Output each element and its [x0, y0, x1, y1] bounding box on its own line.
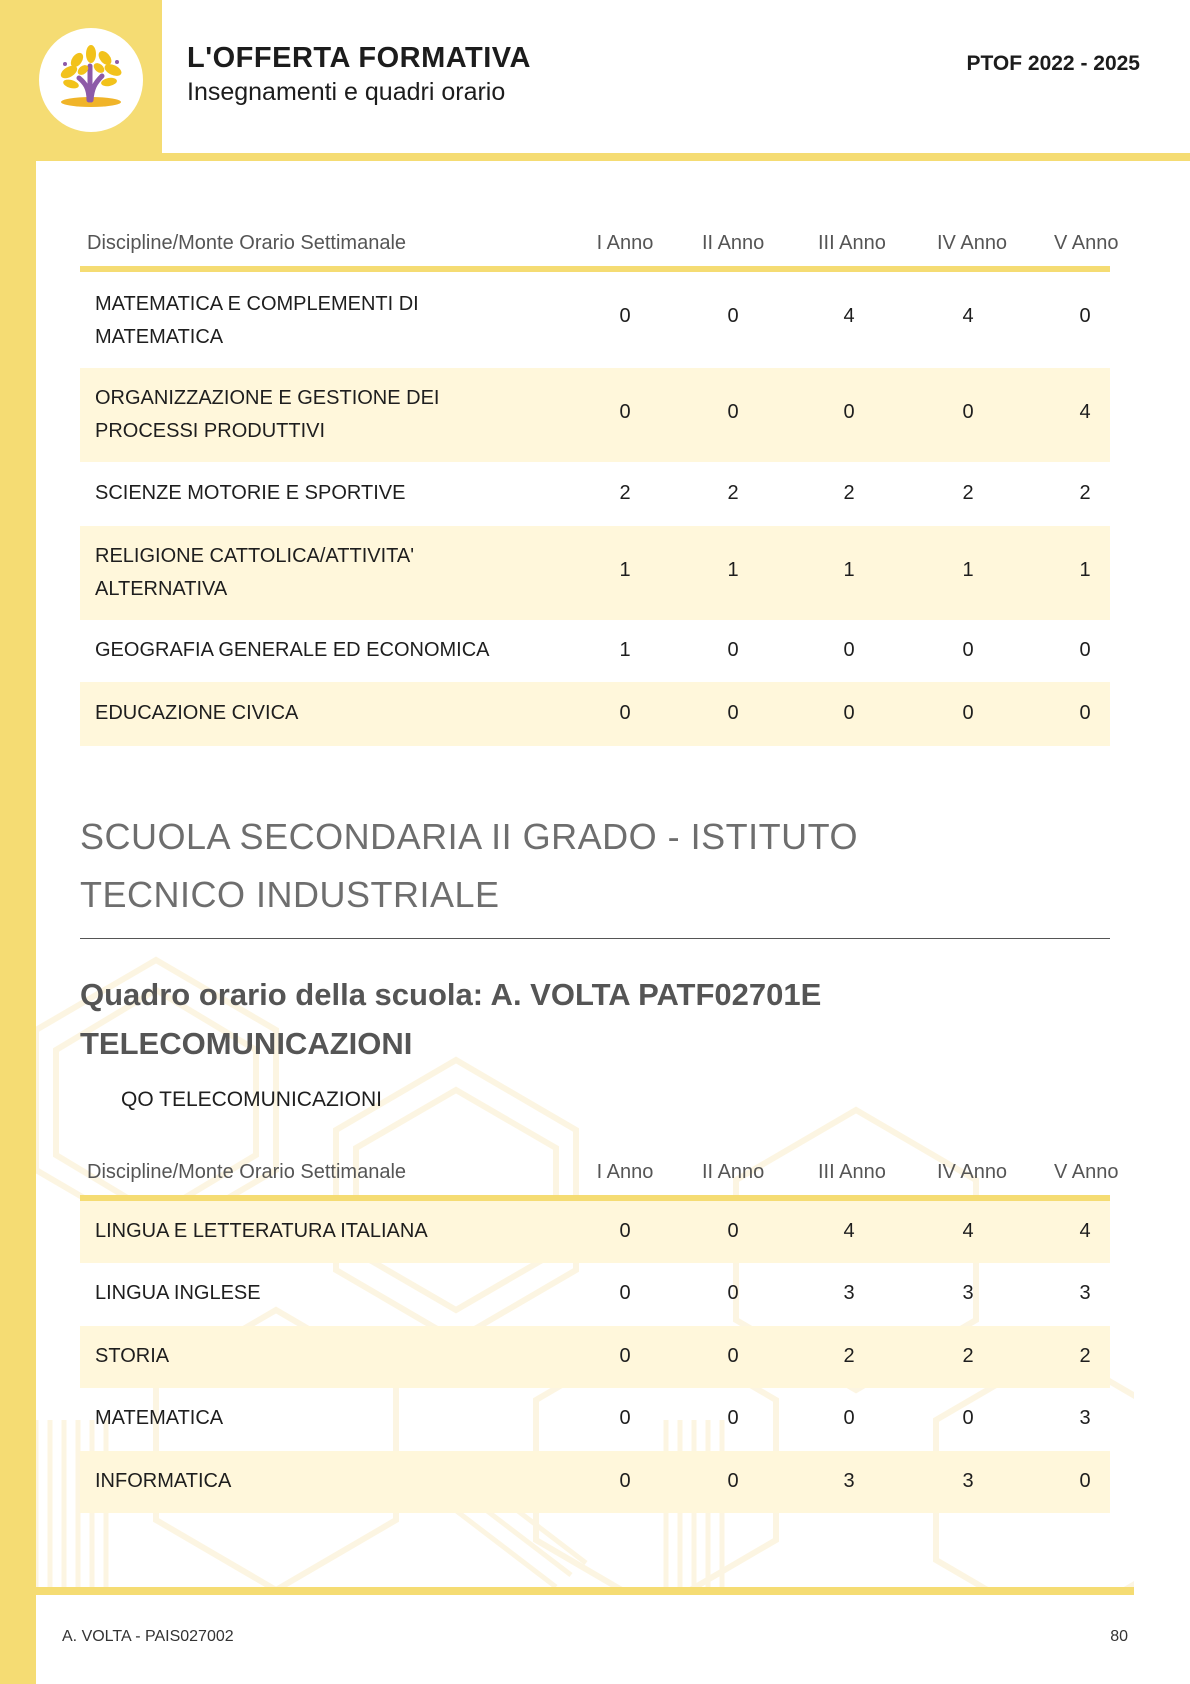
hours-year-5: 1 [1079, 559, 1091, 581]
col-header-year-2: II Anno [702, 232, 765, 254]
discipline-name: RELIGIONE CATTOLICA/ATTIVITA' ALTERNATIVA [95, 545, 415, 600]
hours-year-4: 2 [962, 1345, 974, 1367]
table-row [80, 526, 1110, 620]
hours-year-3: 0 [843, 639, 855, 661]
table-row [80, 368, 1110, 462]
hours-year-2: 0 [727, 1470, 739, 1492]
timetable-1 [80, 214, 1119, 746]
hours-year-3: 2 [843, 482, 855, 504]
hours-year-4: 0 [962, 401, 974, 423]
hours-year-4: 4 [962, 1220, 974, 1242]
table-row [80, 1451, 1110, 1513]
hours-year-3: 4 [843, 305, 855, 327]
col-header-discipline: Discipline/Monte Orario Settimanale [87, 1161, 407, 1183]
hours-year-1: 0 [619, 1345, 631, 1367]
hours-year-5: 3 [1079, 1407, 1091, 1429]
table-row [80, 1388, 1110, 1451]
section-divider [80, 938, 1110, 939]
footer-divider [36, 1587, 1134, 1595]
hours-year-2: 0 [727, 702, 739, 724]
hours-year-3: 0 [843, 1407, 855, 1429]
hours-year-1: 0 [619, 401, 631, 423]
table-row [80, 682, 1110, 746]
hours-year-2: 1 [727, 559, 739, 581]
table-row [80, 1263, 1110, 1326]
col-header-year-3: III Anno [818, 1161, 886, 1183]
hours-year-3: 0 [843, 401, 855, 423]
hours-year-4: 0 [962, 1407, 974, 1429]
col-header-year-1: I Anno [596, 1161, 654, 1183]
page-title: L'OFFERTA FORMATIVA [187, 42, 531, 74]
header-divider [36, 153, 1190, 161]
discipline-name: SCIENZE MOTORIE E SPORTIVE [95, 482, 406, 504]
timetable-2 [80, 1143, 1119, 1513]
hours-year-4: 3 [962, 1470, 974, 1492]
hours-year-2: 0 [727, 1282, 739, 1304]
hours-year-4: 0 [962, 639, 974, 661]
hours-year-5: 0 [1079, 305, 1091, 327]
school-logo [39, 28, 143, 132]
hours-year-5: 2 [1079, 1345, 1091, 1367]
col-header-year-3: III Anno [818, 232, 886, 254]
hours-year-5: 0 [1079, 639, 1091, 661]
hours-year-2: 2 [727, 482, 739, 504]
discipline-name: INFORMATICA [95, 1470, 232, 1492]
hours-year-4: 3 [962, 1282, 974, 1304]
page-subtitle: Insegnamenti e quadri orario [187, 78, 506, 106]
hours-year-3: 3 [843, 1470, 855, 1492]
hours-year-3: 3 [843, 1282, 855, 1304]
discipline-name: EDUCAZIONE CIVICA [95, 702, 299, 724]
hours-year-1: 0 [619, 1282, 631, 1304]
hours-year-2: 0 [727, 1345, 739, 1367]
hours-year-5: 3 [1079, 1282, 1091, 1304]
hours-year-5: 4 [1079, 401, 1091, 423]
hours-year-2: 0 [727, 1407, 739, 1429]
hours-year-3: 0 [843, 702, 855, 724]
hours-year-2: 0 [727, 639, 739, 661]
discipline-name: GEOGRAFIA GENERALE ED ECONOMICA [95, 639, 490, 661]
hours-year-5: 2 [1079, 482, 1091, 504]
hours-year-5: 0 [1079, 1470, 1091, 1492]
left-accent-strip [0, 0, 36, 1684]
hours-year-1: 2 [619, 482, 631, 504]
section-title: SCUOLA SECONDARIA II GRADO - ISTITUTO TECNICO INDUSTRIALE [80, 816, 858, 915]
hours-year-2: 0 [727, 401, 739, 423]
table-row [80, 272, 1110, 368]
table-row [80, 1201, 1110, 1263]
ptof-label: PTOF 2022 - 2025 [966, 52, 1140, 75]
hours-year-3: 2 [843, 1345, 855, 1367]
hours-year-5: 0 [1079, 702, 1091, 724]
hours-year-2: 0 [727, 1220, 739, 1242]
page-number: 80 [1110, 1628, 1128, 1645]
qo-label: QO TELECOMUNICAZIONI [121, 1088, 382, 1111]
hours-year-4: 2 [962, 482, 974, 504]
hours-year-2: 0 [727, 305, 739, 327]
discipline-name: LINGUA INGLESE [95, 1282, 261, 1304]
table-row [80, 1326, 1110, 1388]
col-header-year-5: V Anno [1054, 232, 1119, 254]
hours-year-1: 0 [619, 1470, 631, 1492]
discipline-name: LINGUA E LETTERATURA ITALIANA [95, 1220, 428, 1242]
col-header-year-4: IV Anno [937, 232, 1008, 254]
col-header-discipline: Discipline/Monte Orario Settimanale [87, 232, 407, 254]
discipline-name: MATEMATICA [95, 1407, 224, 1429]
hours-year-1: 0 [619, 1407, 631, 1429]
hours-year-1: 0 [619, 1220, 631, 1242]
hours-year-1: 0 [619, 702, 631, 724]
hours-year-1: 0 [619, 305, 631, 327]
table-row [80, 620, 1110, 682]
hours-year-1: 1 [619, 559, 631, 581]
col-header-year-4: IV Anno [937, 1161, 1008, 1183]
table-header [80, 214, 1119, 272]
footer-school-code: A. VOLTA - PAIS027002 [62, 1628, 234, 1645]
col-header-year-2: II Anno [702, 1161, 765, 1183]
hours-year-3: 4 [843, 1220, 855, 1242]
discipline-name: ORGANIZZAZIONE E GESTIONE DEI PROCESSI PRODUTTIVI [95, 387, 440, 442]
hours-year-5: 4 [1079, 1220, 1091, 1242]
quadro-orario-heading: Quadro orario della scuola: A. VOLTA PATF02701E TELECOMUNICAZIONI [80, 977, 822, 1061]
col-header-year-1: I Anno [596, 232, 654, 254]
discipline-name: MATEMATICA E COMPLEMENTI DI MATEMATICA [95, 293, 419, 348]
tree-logo-icon [39, 28, 143, 132]
table-row [80, 462, 1110, 526]
hours-year-4: 1 [962, 559, 974, 581]
hours-year-4: 0 [962, 702, 974, 724]
col-header-year-5: V Anno [1054, 1161, 1119, 1183]
hours-year-3: 1 [843, 559, 855, 581]
table-header [80, 1143, 1119, 1201]
hours-year-1: 1 [619, 639, 631, 661]
discipline-name: STORIA [95, 1345, 170, 1367]
hours-year-4: 4 [962, 305, 974, 327]
